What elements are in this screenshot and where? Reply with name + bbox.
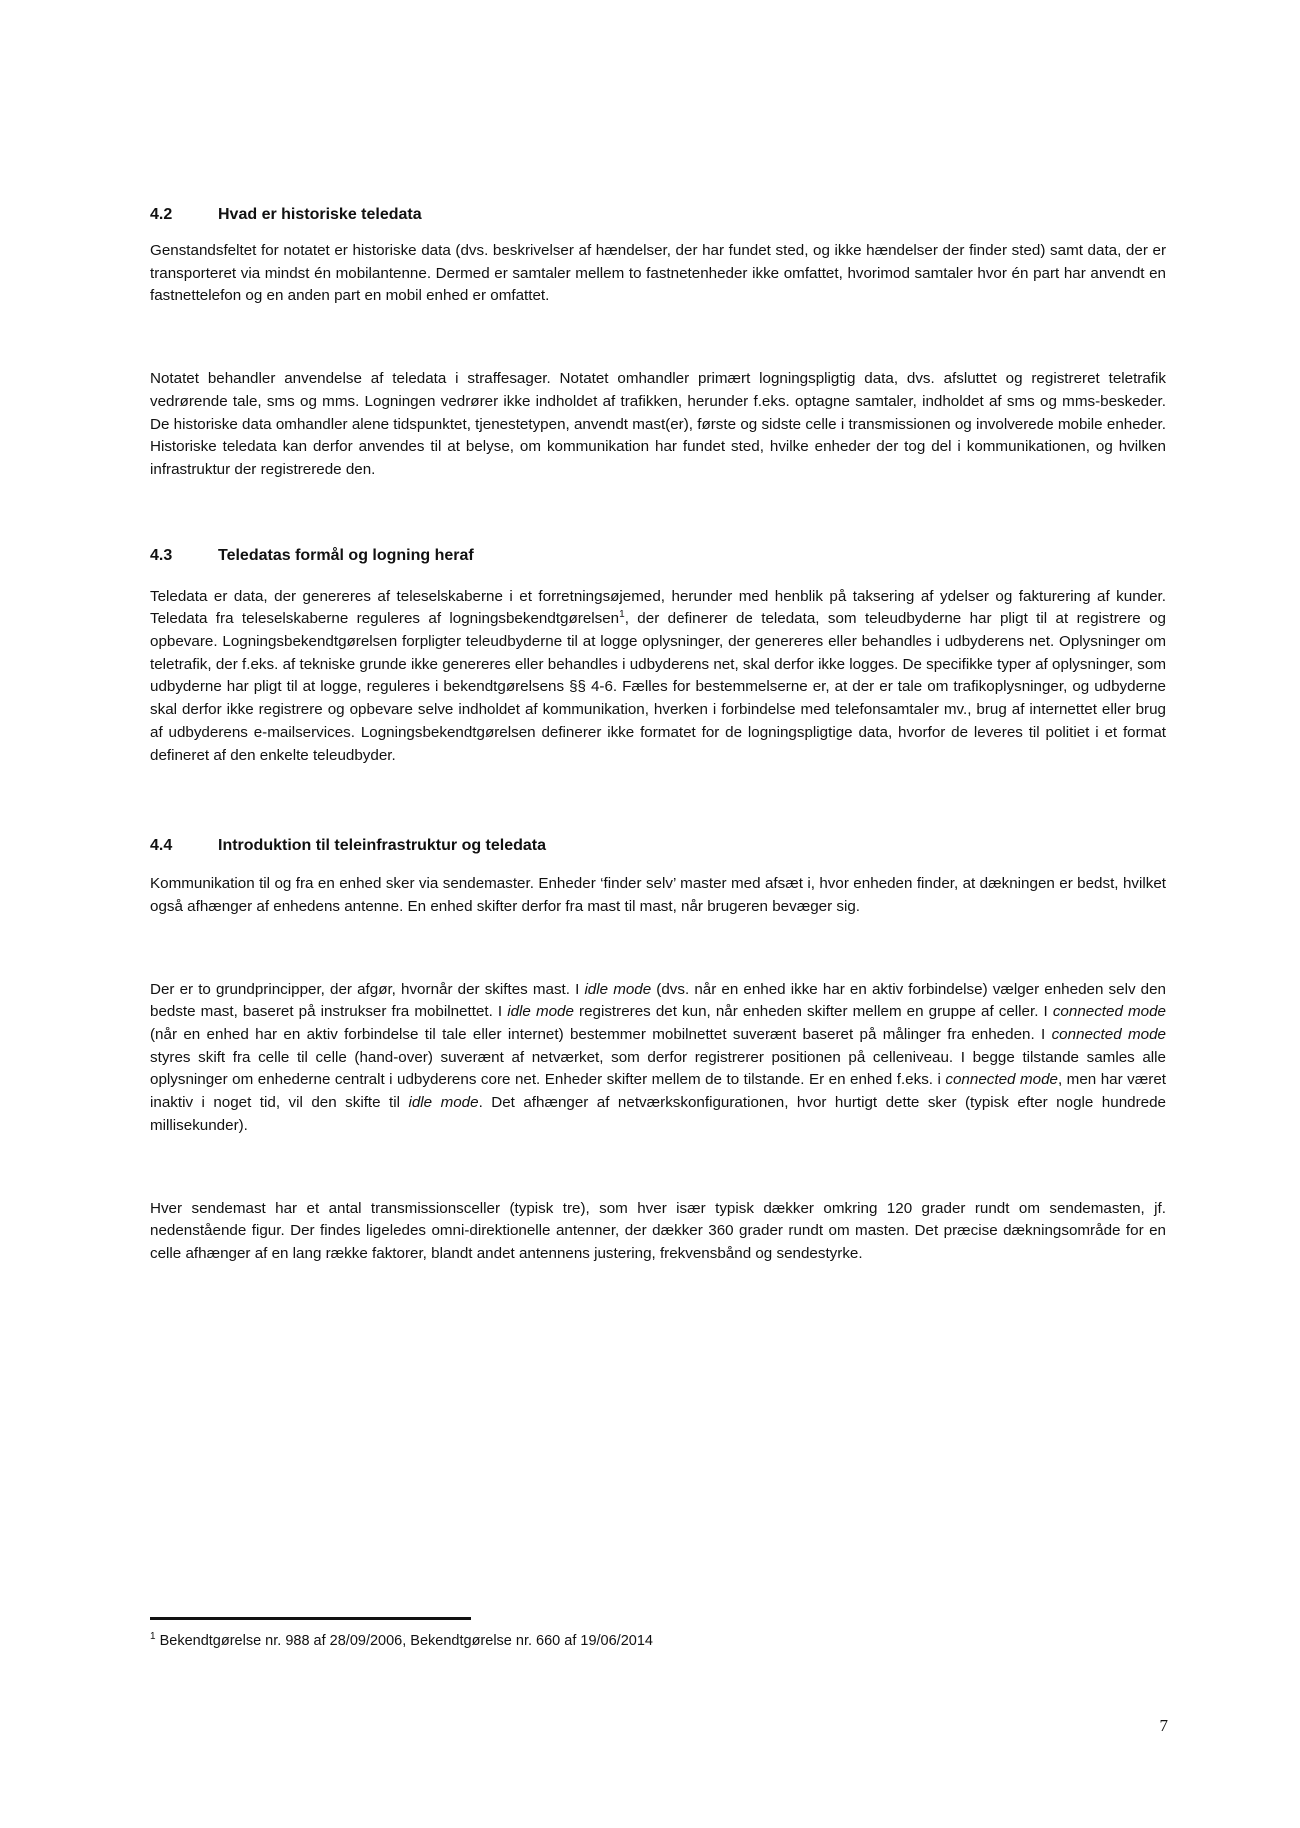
section-title: Teledatas formål og logning heraf xyxy=(218,546,474,564)
section-4-2-heading xyxy=(150,205,1166,225)
footnote-separator xyxy=(150,1617,471,1620)
footnote-area xyxy=(150,1617,1166,1651)
paragraph: Genstandsfeltet for notatet er historiske data (dvs. beskrivelser af hændelser, der har fundet sted, og ikke hændelser der finder sted) samt data, der er transporteret via mindst én mobilantenne. Dermed er samtaler mellem to fastnetenheder ikke omfattet, hvorimod samtaler hvor én part har anvendt en fastnettelefon og en anden part en mobil enhed er omfattet. xyxy=(150,242,1166,305)
section-4-2 xyxy=(150,205,1166,482)
section-title: Introduktion til teleinfrastruktur og teledata xyxy=(218,837,547,855)
section-number: 4.3 xyxy=(150,546,173,564)
footnote: $^1$ Bekendtgørelse nr. 988 af 28/09/2006, Bekendtgørelse nr. 660 af 19/06/2014 xyxy=(150,1631,653,1649)
section-number: 4.2 xyxy=(150,206,173,223)
section-title: Hvad er historiske teledata xyxy=(218,206,422,223)
paragraph: Notatet behandler anvendelse af teledata i straffesager. Notatet omhandler primært logningspligtig data, dvs. afsluttet og registreret teletrafik vedrørende tale, sms og mms. Logningen vedrører ikke indholdet af trafikken, herunder f.eks. optagne samtaler, indholdet af sms og mms-beskeder. De historiske data omhandler alene tidspunktet, tjenestetypen, anvendt mast(er), første og sidste celle i transmissionen og involverede mobile enheder. Historiske teledata kan derfor anvendes til at belyse, om kommunikation har fundet sted, hvilke enheder der tog del i kommunikationen, og hvilken infrastruktur der registrerede den. xyxy=(150,370,1166,478)
document-body xyxy=(150,0,1166,1266)
paragraph: Teledata er data, der genereres af teleselskaberne i et forretningsøjemed, herunder med henblik på taksering af ydelser og fakturering af kunder. Teledata fra teleselskaberne reguleres af logningsbekendtgørelsen$^1$, der definerer de teledata, som teleudbyderne har pligt til at registrere og opbevare. Logningsbekendtgørelsen forpligter teleudbyderne til at logge oplysninger, der genereres eller behandles i udbyderens net. Oplysninger om teletrafik, der f.eks. af tekniske grunde ikke genereres eller behandles i udbyderens net, skal derfor ikke logges. De specifikke typer af oplysninger, som udbyderne har pligt til at logge, reguleres i bekendtgørelsens §§ 4-6. Fælles for bestemmelserne er, at der er tale om trafikoplysninger, og udbyderne skal derfor ikke registrere og opbevare selve indholdet af kommunikation, hverken i forbindelse med telefonsamtaler mv., brug af internettet eller brug af udbyderens e-mailservices. Logningsbekendtgørelsen definerer ikke formatet for de logningspligtige data, hvorfor de leveres til politiet i et format defineret af den enkelte teleudbyder. xyxy=(150,587,1167,764)
page-number: 7 xyxy=(1159,1716,1168,1735)
section-4-3 xyxy=(150,546,1166,768)
section-4-4-heading xyxy=(150,836,1166,856)
paragraph: Der er to grundprincipper, der afgør, hvornår der skiftes mast. I idle mode (dvs. når en enhed ikke har en aktiv forbindelse) vælger enheden selv den bedste mast, baseret på instrukser fra mobilnettet. I idle mode registreres det kun, når enheden skifter mellem en gruppe af celler. I connected mode (når en enhed har en aktiv forbindelse til tale eller internet) bestemmer mobilnettet suverænt baseret på målinger fra enheden. I connected mode styres skift fra celle til celle (hand-over) suverænt af netværket, som derfor registrerer positionen på celleniveau. I begge tilstande samles alle oplysninger om enhederne centralt i udbyderens core net. Enheder skifter mellem de to tilstande. Er en enhed f.eks. i connected mode, men har været inaktiv i noget tid, vil den skifte til idle mode. Det afhænger af netværkskonfigurationen, hvor hurtigt dette sker (typisk efter nogle hundrede millisekunder). xyxy=(150,980,1166,1134)
section-4-4 xyxy=(150,836,1166,1265)
paragraph: Kommunikation til og fra en enhed sker via sendemaster. Enheder ‘finder selv’ master med afsæt i, hvor enheden finder, at dækningen er bedst, hvilket også afhænger af enhedens antenne. En enhed skifter derfor fra mast til mast, når brugeren bevæger sig. xyxy=(150,875,1166,915)
section-4-3-heading xyxy=(150,546,1166,566)
paragraph: Hver sendemast har et antal transmissionsceller (typisk tre), som hver især typisk dækker omkring 120 grader rundt om sendemasten, jf. nedenstående figur. Der findes ligeledes omni-direktionelle antenner, der dækker 360 grader rundt om masten. Det præcise dækningsområde for en celle afhænger af en lang række faktorer, blandt andet antennens justering, frekvensbånd og sendestyrke. xyxy=(150,1199,1166,1262)
section-number: 4.4 xyxy=(150,837,173,855)
